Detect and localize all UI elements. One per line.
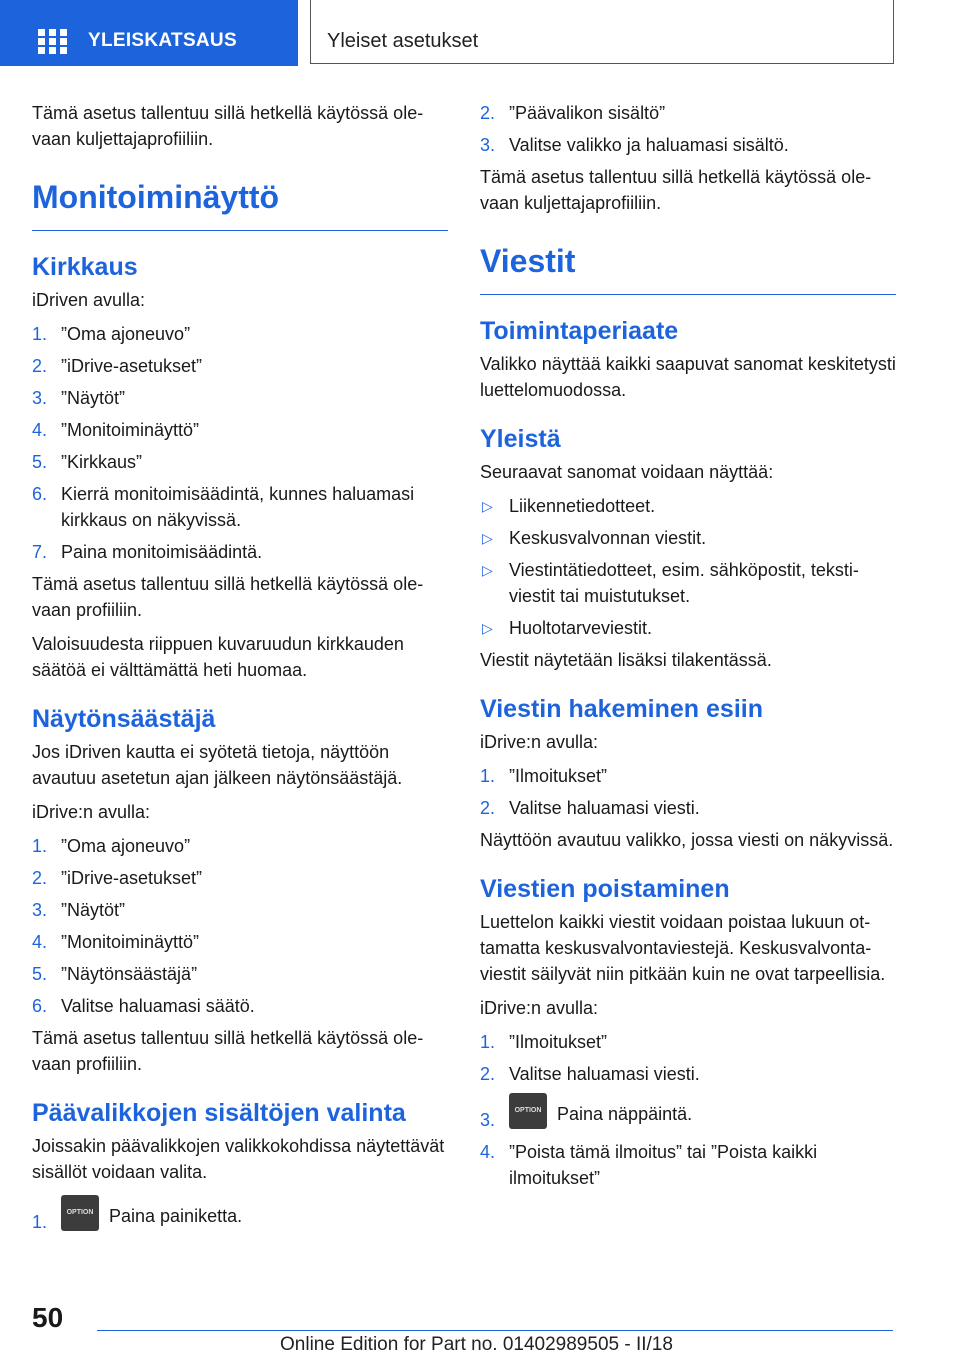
list-item: [32, 993, 448, 1019]
step-number: 3.: [32, 388, 48, 408]
hakeminen-lead: iDrive:n avulla:: [480, 732, 599, 752]
list-item: [32, 929, 448, 955]
step-text: ”Poista tämä ilmoitus” tai ”Poista kaikki ilmoitukset”: [509, 1142, 818, 1188]
kirkkaus-lead: iDriven avulla:: [32, 290, 146, 310]
step-text: ”Päävalikon sisältö”: [509, 103, 666, 123]
chapter-tab[interactable]: [310, 0, 894, 64]
heading-poistaminen: Viestien poistaminen: [480, 875, 730, 903]
grid-icon: [38, 29, 67, 53]
bullet-text: Huoltotarveviestit.: [509, 618, 653, 638]
section-tab-label: YLEISKATSAUS: [88, 30, 237, 51]
step-number: 1.: [32, 324, 48, 344]
list-item: [32, 1199, 448, 1235]
step-text: ”Ilmoitukset”: [509, 766, 608, 786]
step-text: Paina painiketta.: [109, 1205, 243, 1226]
list-item: [32, 865, 448, 891]
step-number: 2.: [32, 868, 48, 888]
step-number: 2.: [32, 356, 48, 376]
triangle-bullet-icon: ▷: [482, 620, 493, 636]
step-number: 1.: [32, 1212, 48, 1232]
step-number: 7.: [32, 542, 48, 562]
step-number: 4.: [32, 932, 48, 952]
step-text: Valitse haluamasi viesti.: [509, 798, 700, 818]
list-item: [32, 321, 448, 347]
list-item: [480, 1139, 896, 1191]
step-text: Paina näppäintä.: [557, 1103, 693, 1124]
step-text: ”Ilmoitukset”: [509, 1032, 608, 1052]
triangle-bullet-icon: ▷: [482, 562, 493, 578]
naytonsaastaja-text: Jos iDriven kautta ei syötetä tietoja, näyttöön avautuu asetetun ajan jälkeen näytönsäästäjä.: [32, 742, 403, 788]
heading-kirkkaus: Kirkkaus: [32, 253, 138, 281]
section-tab[interactable]: [0, 0, 298, 66]
list-item: [480, 763, 896, 789]
step-text: Valitse valikko ja haluamasi sisältö.: [509, 135, 789, 155]
step-text: ”Oma ajoneuvo”: [61, 836, 191, 856]
toimintaperiaate-text: Valikko näyttää kaikki saapuvat sanomat keskitetysti luettelomuodossa.: [480, 354, 896, 400]
step-number: 1.: [480, 766, 496, 786]
option-button-label: OPTION: [514, 1107, 542, 1114]
step-number: 4.: [480, 1142, 496, 1162]
right-column: [480, 100, 896, 1197]
naytonsaastaja-note: Tämä asetus tallentuu sillä hetkellä käytössä olevaan profiiliin.: [32, 1028, 424, 1074]
step-text: ”Monitoiminäyttö”: [61, 932, 200, 952]
step-text: ”Kirkkaus”: [61, 452, 143, 472]
poistaminen-lead: iDrive:n avulla:: [480, 998, 599, 1018]
bullet-text: Viestintätiedotteet, esim. sähköpostit, tekstiviestit tai muistutukset.: [509, 560, 859, 606]
paavalikko-steps-cont: [480, 100, 896, 158]
list-item: [32, 897, 448, 923]
step-text: ”Näytöt”: [61, 388, 126, 408]
step-text: ”Oma ajoneuvo”: [61, 324, 191, 344]
step-number: 1.: [32, 836, 48, 856]
bullet-text: Liikennetiedotteet.: [509, 496, 656, 516]
list-item: [32, 539, 448, 565]
step-number: 3.: [480, 1110, 496, 1130]
option-button-label: OPTION: [66, 1209, 94, 1216]
hakeminen-note: Näyttöön avautuu valikko, jossa viesti on näkyvissä.: [480, 830, 894, 850]
poistaminen-text: Luettelon kaikki viestit voidaan poistaa lukuun ottamatta keskusvalvontaviestejä. Keskusvalvontaviestit säilyvät niin pitkään kuin ne ovat tarpeellisia.: [480, 912, 886, 984]
list-item: [32, 417, 448, 443]
step-number: 6.: [32, 484, 48, 504]
list-item: [480, 493, 896, 519]
step-text: ”iDrive-asetukset”: [61, 868, 203, 888]
yleista-bullets: [480, 493, 896, 641]
footer-edition: Online Edition for Part no. 01402989505 - II/18: [280, 1334, 673, 1355]
option-button-icon: [61, 1195, 99, 1231]
list-item: [480, 1097, 896, 1133]
heading-toimintaperiaate: Toimintaperiaate: [480, 317, 679, 345]
list-item: [480, 615, 896, 641]
intro-text: Tämä asetus tallentuu sillä hetkellä käytössä olevaan kuljettajaprofiiliin.: [32, 103, 424, 149]
list-item: [32, 385, 448, 411]
heading-viestit: Viestit: [480, 240, 896, 295]
step-number: 2.: [480, 798, 496, 818]
step-number: 3.: [32, 900, 48, 920]
step-number: 4.: [32, 420, 48, 440]
list-item: [480, 132, 896, 158]
list-item: [480, 795, 896, 821]
list-item: [480, 1061, 896, 1087]
kirkkaus-note: Tämä asetus tallentuu sillä hetkellä käytössä olevaan profiiliin.: [32, 574, 424, 620]
list-item: [32, 833, 448, 859]
step-number: 2.: [480, 103, 496, 123]
step-number: 2.: [480, 1064, 496, 1084]
step-text: ”Näytönsäästäjä”: [61, 964, 198, 984]
paavalikko-text: Joissakin päävalikkojen valikkokohdissa näytettävät sisällöt voidaan valita.: [32, 1136, 445, 1182]
paavalikko-steps: [32, 1199, 448, 1235]
hakeminen-steps: [480, 763, 896, 821]
kirkkaus-steps: [32, 321, 448, 565]
step-text: ”Monitoiminäyttö”: [61, 420, 200, 440]
yleista-lead: Seuraavat sanomat voidaan näyttää:: [480, 462, 774, 482]
chapter-tab-label: Yleiset asetukset: [327, 30, 479, 52]
list-item: [480, 1029, 896, 1055]
heading-yleista: Yleistä: [480, 425, 561, 453]
naytonsaastaja-lead: iDrive:n avulla:: [32, 802, 151, 822]
step-text: Paina monitoimisäädintä.: [61, 542, 263, 562]
footer-divider: [97, 1330, 893, 1331]
step-number: 5.: [32, 452, 48, 472]
poistaminen-steps: [480, 1029, 896, 1191]
heading-naytonsaastaja: Näytönsäästäjä: [32, 705, 216, 733]
page-number: 50: [32, 1302, 64, 1333]
yleista-note: Viestit näytetään lisäksi tilakentässä.: [480, 650, 772, 670]
list-item: [480, 100, 896, 126]
step-text: Kierrä monitoimisäädintä, kunnes haluamasi kirkkaus on näkyvissä.: [61, 484, 415, 530]
list-item: [32, 449, 448, 475]
step-text: ”Näytöt”: [61, 900, 126, 920]
heading-monitoiminaytto: Monitoiminäyttö: [32, 176, 448, 231]
option-button-icon: [509, 1093, 547, 1129]
list-item: [32, 353, 448, 379]
heading-paavalikko: Päävalikkojen sisältöjen valinta: [32, 1099, 406, 1127]
triangle-bullet-icon: ▷: [482, 530, 493, 546]
kirkkaus-note: Valoisuudesta riippuen kuvaruudun kirkkauden säätöä ei välttämättä heti huomaa.: [32, 634, 404, 680]
step-text: Valitse haluamasi viesti.: [509, 1064, 700, 1084]
list-item: [480, 525, 896, 551]
list-item: [32, 961, 448, 987]
list-item: [480, 557, 896, 609]
step-text: Valitse haluamasi säätö.: [61, 996, 255, 1016]
step-number: 6.: [32, 996, 48, 1016]
step-number: 3.: [480, 135, 496, 155]
step-number: 5.: [32, 964, 48, 984]
naytonsaastaja-steps: [32, 833, 448, 1019]
paavalikko-note: Tämä asetus tallentuu sillä hetkellä käytössä olevaan kuljettajaprofiiliin.: [480, 167, 872, 213]
step-number: 1.: [480, 1032, 496, 1052]
left-column: [32, 100, 448, 1241]
heading-hakeminen: Viestin hakeminen esiin: [480, 695, 763, 723]
list-item: [32, 481, 448, 533]
bullet-text: Keskusvalvonnan viestit.: [509, 528, 707, 548]
step-text: ”iDrive-asetukset”: [61, 356, 203, 376]
triangle-bullet-icon: ▷: [482, 498, 493, 514]
